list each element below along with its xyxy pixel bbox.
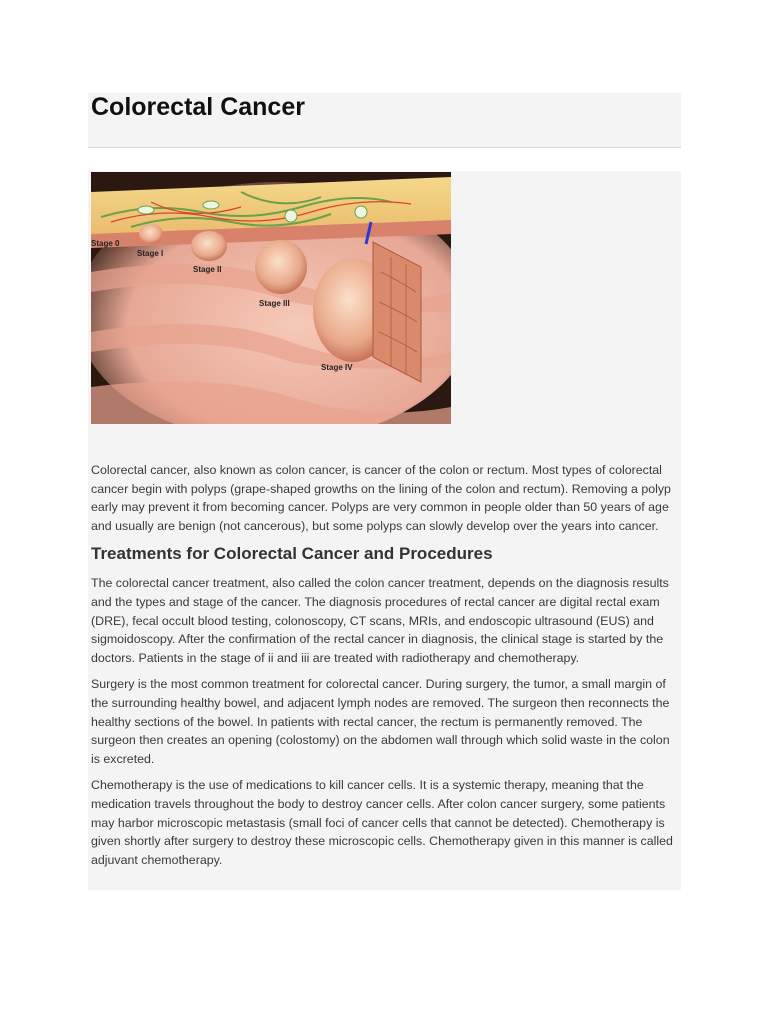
treatment-paragraph: The colorectal cancer treatment, also called the colon cancer treatment, depends on the diagnosis results and the types and stage of the cancer. The diagnosis procedures of rectal cancer are digital rectal exam (DRE), fecal occult blood testing, colonoscopy, CT scans, MRIs, and endoscopic ultrasound (EUS) and sigmoidoscopy. After the confirmation of the rectal cancer in diagnosis, the clinical stage is started by the doctors. Patients in the stage of ii and iii are treated with radiotherapy and chemotherapy. bbox=[91, 576, 669, 665]
figure-label-stage-1: Stage I bbox=[137, 249, 164, 258]
chemotherapy-paragraph: Chemotherapy is the use of medications to kill cancer cells. It is a systemic therapy, meaning that the medication travels throughout the body to destroy cancer cells. After colon cancer surgery, some patients may harbor microscopic metastasis (small foci of cancer cells that cannot be detected). Chemotherapy is given shortly after surgery to destroy these microscopic cells. Chemotherapy given in this manner is called adjuvant chemotherapy. bbox=[91, 778, 673, 867]
figure-label-stage-0: Stage 0 bbox=[91, 239, 120, 248]
title-header bbox=[88, 93, 681, 148]
article-text bbox=[91, 461, 679, 877]
figure-label-stage-3: Stage III bbox=[259, 299, 290, 308]
colon-cancer-stages-illustration bbox=[91, 172, 451, 424]
page-title: Colorectal Cancer bbox=[91, 93, 305, 121]
figure-label-stage-4: Stage IV bbox=[321, 363, 353, 372]
surgery-paragraph: Surgery is the most common treatment for colorectal cancer. During surgery, the tumor, a small margin of the surrounding healthy bowel, and adjacent lymph nodes are removed. The surgeon then reconnects the healthy sections of the bowel. In patients with rectal cancer, the rectum is permanently removed. The surgeon then creates an opening (colostomy) on the abdomen wall through which solid waste in the colon is excreted. bbox=[91, 677, 670, 766]
intro-paragraph: Colorectal cancer, also known as colon cancer, is cancer of the colon or rectum. Most types of colorectal cancer begin with polyps (grape-shaped growths on the lining of the colon and rectum). Removing a polyp early may prevent it from becoming cancer. Polyps are very common in people older than 50 years of age and usually are benign (not cancerous), but some polyps can slowly develop over the years into cancer. bbox=[91, 463, 671, 533]
figure-label-stage-2: Stage II bbox=[193, 265, 222, 274]
article-body bbox=[88, 171, 681, 890]
section-heading: Treatments for Colorectal Cancer and Procedures bbox=[91, 544, 493, 564]
